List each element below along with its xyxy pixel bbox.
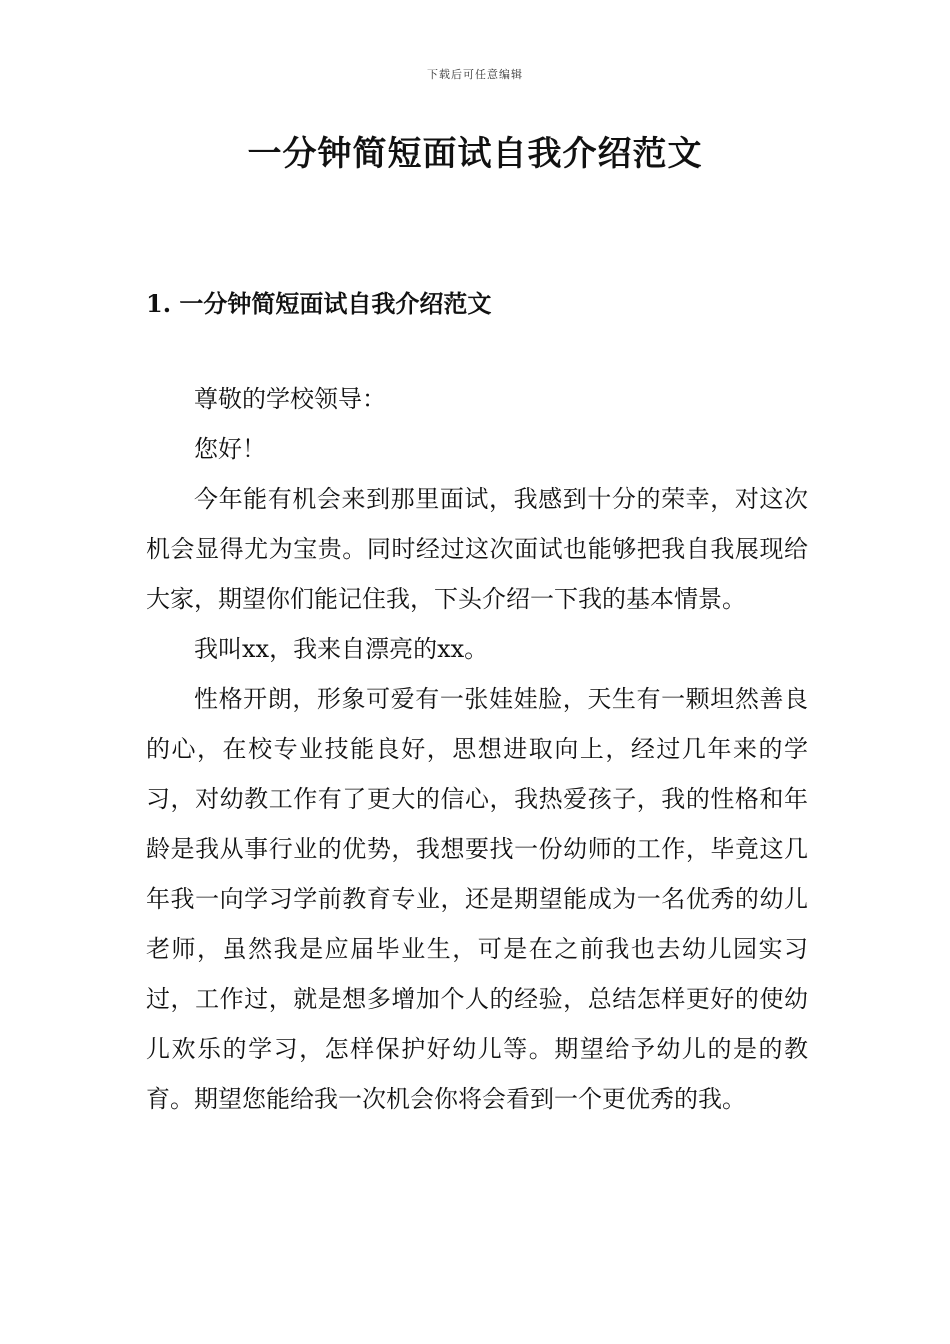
document-title: 一分钟简短面试自我介绍范文 xyxy=(247,134,703,174)
paragraph: 今年能有机会来到那里面试，我感到十分的荣幸，对这次机会显得尤为宝贵。同时经过这次面试也能够把我自我展现给大家，期望你们能记住我，下头介绍一下我的基本情景。 xyxy=(146,485,808,613)
header-note: 下载后可任意编辑 xyxy=(427,68,523,81)
paragraph: 我叫xx，我来自漂亮的xx。 xyxy=(194,635,489,663)
section-heading: 1. 一分钟简短面试自我介绍范文 xyxy=(146,289,492,318)
salutation: 尊敬的学校领导： xyxy=(194,385,386,413)
greeting: 您好！ xyxy=(194,435,266,463)
paragraph: 性格开朗，形象可爱有一张娃娃脸，天生有一颗坦然善良的心，在校专业技能良好，思想进取向上，经过几年来的学习，对幼教工作有了更大的信心，我热爱孩子，我的性格和年龄是我从事行业的优势，我想要找一份幼师的工作，毕竟这几年我一向学习学前教育专业，还是期望能成为一名优秀的幼儿老师，虽然我是应届毕业生，可是在之前我也去幼儿园实习过，工作过，就是想多增加个人的经验，总结怎样更好的使幼儿欢乐的学习，怎样保护好幼儿等。期望给予幼儿的是的教育。期望您能给我一次机会你将会看到一个更优秀的我。 xyxy=(146,685,808,1113)
document-body xyxy=(146,374,808,1124)
